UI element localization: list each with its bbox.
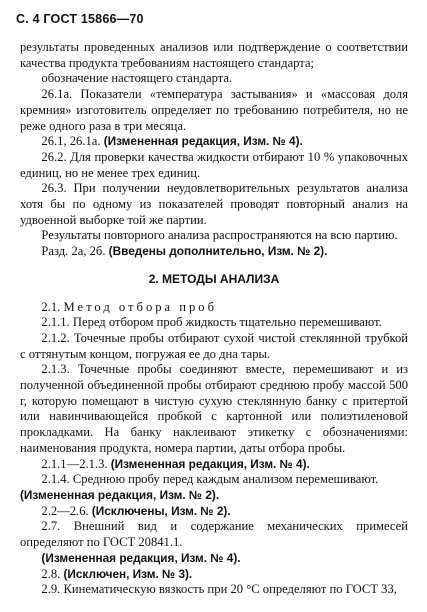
clause-number: 2.1. — [41, 299, 61, 314]
paragraph — [20, 244, 408, 260]
amendment-note: (Измененная редакция, Изм. № 2). — [20, 487, 220, 502]
paragraph: Результаты повторного анализа распространяются на всю партию. — [41, 228, 398, 243]
clause-ref: 2.2—2.6. — [41, 503, 89, 518]
amendment-note: (Измененная редакция, Изм. № 4). — [41, 550, 241, 565]
paragraph: результаты проведенных анализов или подтверждение о соответствии качества продукта требованиям настоящего стандарта; — [20, 40, 408, 70]
amendment-note: (Измененная редакция, Изм. № 4). — [110, 456, 310, 471]
paragraph: 2.1.4. Среднюю пробу перед каждым анализом перемешивают. — [41, 472, 379, 487]
section-title: 2. МЕТОДЫ АНАЛИЗА — [148, 271, 280, 286]
paragraph: 26.1а. Показатели «температура застывания» и «массовая доля кремния» изготовитель определяет по требованию потребителя, но не реже одного раза в три месяца. — [20, 87, 408, 133]
paragraph: 2.1.2. Точечные пробы отбирают сухой чистой стеклянной трубкой с оттянутым концом, погружая ее до дна тары. — [20, 330, 408, 361]
clause-ref: Разд. 2а, 2б. — [41, 244, 106, 259]
paragraph — [20, 134, 408, 150]
paragraph: 26.3. При получении неудовлетворительных результатов анализа хотя бы по одному из показателей проводят повторный анализ на удвоенной выборке той же партии. — [20, 181, 408, 227]
paragraph: обозначение настоящего стандарта. — [41, 71, 233, 86]
subsection-title: Метод отбора проб — [63, 299, 218, 314]
paragraph: 2.7. Внешний вид и содержание механических примесей определяют по ГОСТ 20841.1. — [20, 519, 408, 550]
amendment-note: (Исключены, Изм. № 2). — [91, 503, 231, 518]
amendment-note: (Исключен, Изм. № 3). — [63, 566, 193, 581]
amendment-note: (Измененная редакция, Изм. № 4). — [103, 134, 303, 149]
paragraph — [20, 567, 408, 583]
paragraph — [20, 488, 408, 504]
paragraph: 2.9. Кинематическую вязкость при 20 °С определяют по ГОСТ 33, — [41, 582, 397, 597]
page-header: С. 4 ГОСТ 15866—70 — [16, 12, 144, 26]
clause-ref: 2.8. — [41, 566, 61, 581]
clause-ref: 2.1.1—2.1.3. — [41, 456, 108, 471]
document-body — [20, 40, 408, 598]
clause-ref: 26.1, 26.1а. — [41, 134, 101, 149]
amendment-note: (Введены дополнительно, Изм. № 2). — [108, 244, 328, 259]
paragraph — [20, 504, 408, 520]
paragraph — [20, 457, 408, 473]
paragraph — [20, 551, 408, 567]
paragraph: 2.1.1. Перед отбором проб жидкость тщательно перемешивают. — [41, 315, 382, 330]
paragraph: 26.2. Для проверки качества жидкости отбирают 10 % упаковочных единиц, но не менее трех единиц. — [20, 149, 408, 180]
subsection-heading — [20, 300, 408, 316]
paragraph: 2.1.3. Точечные пробы соединяют вместе, перемешивают и из полученной объединенной пробы отбирают среднюю пробу массой 500 г, которую помещают в чистую сухую стеклянную банку с притертой или навинчивающейся пробкой с картонной или полиэтиленовой прокладками. На банку наклеивают этикетку с обозначениями: наименования продукта, номера партии, даты отбора пробы. — [20, 362, 408, 455]
